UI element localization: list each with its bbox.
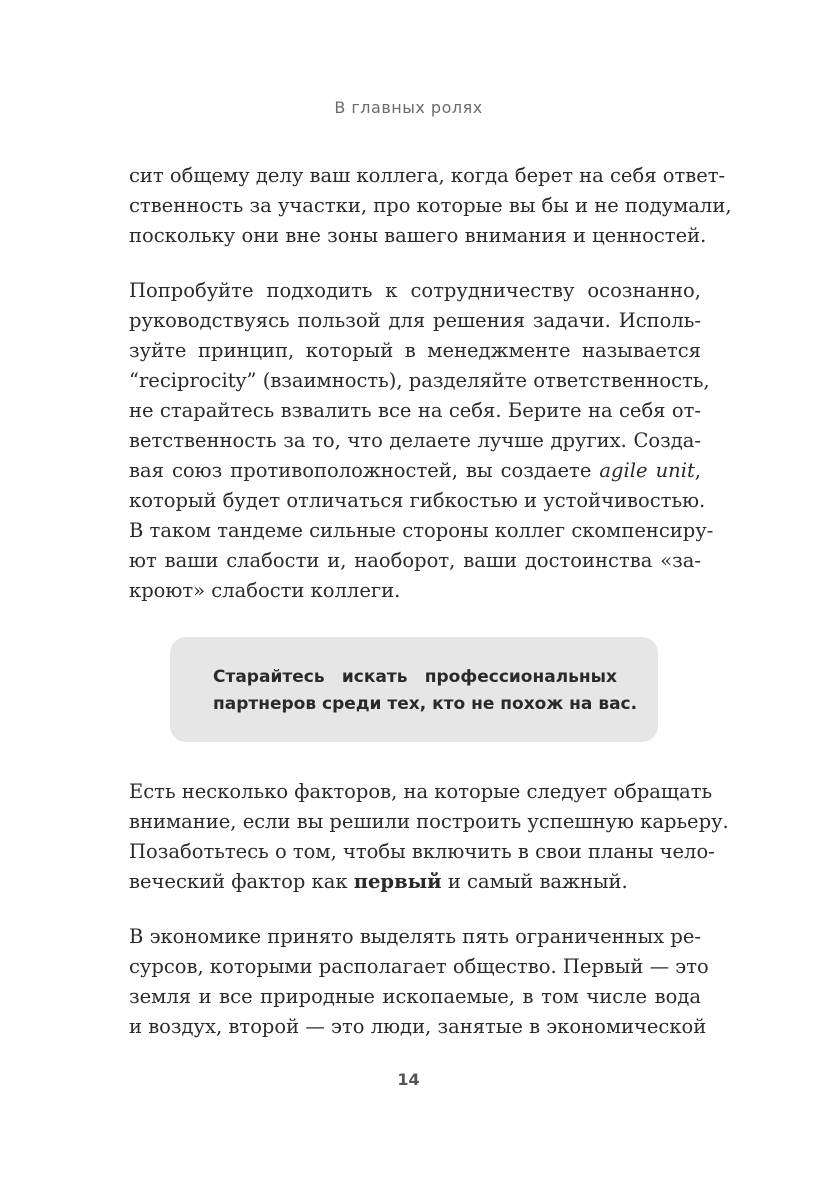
text-line: ственность за участки, про которые вы бы и не подумали, [129,194,732,217]
text-line: поскольку они вне зоны вашего внимания и ценностей. [129,224,707,247]
callout-box [170,637,658,742]
bold-term: первый [353,870,442,893]
text-line: Есть несколько факторов, на которые следует обращать [129,780,713,803]
text-segment: вая союз противоположностей, вы создаете [129,459,600,482]
text-segment: , [694,459,701,482]
text-line: ветственность за то, что делаете лучше других. Созда- [129,429,701,452]
text-line: сурсов, которыми располагает общество. Первый — это [129,955,709,978]
text-line: руководствуясь пользой для решения задачи. Исполь- [129,309,701,332]
text-line: земля и все природные ископаемые, в том числе вода [129,985,701,1008]
text-line: Попробуйте подходить к сотрудничеству осознанно, [129,279,701,302]
text-segment: веческий фактор как [129,870,354,893]
running-head: В главных ролях [334,98,483,117]
text-line [129,870,701,894]
text-line: который будет отличаться гибкостью и устойчивостью. [129,489,706,512]
text-line: “reciprocity” (взаимность), разделяйте ответственность, [129,369,710,392]
text-line: не старайтесь взвалить все на себя. Берите на себя от- [129,399,701,422]
callout-line: Старайтесь искать профессиональных [213,667,617,687]
text-line: кроют» слабости коллеги. [129,579,401,602]
text-line: зуйте принцип, который в менеджменте называется [129,339,701,362]
text-segment: и самый важный. [441,870,628,893]
italic-term: agile unit [599,459,695,482]
callout-line: партнеров среди тех, кто не похож на вас. [213,694,638,714]
text-line [129,459,701,483]
text-line: Позаботьтесь о том, чтобы включить в свои планы чело- [129,840,715,863]
text-line: В экономике принято выделять пять ограниченных ре- [129,925,701,948]
text-line: ют ваши слабости и, наоборот, ваши достоинства «за- [129,549,701,572]
text-line: сит общему делу ваш коллега, когда берет на себя ответ- [129,164,726,187]
text-line: и воздух, второй — это люди, занятые в экономической [129,1015,707,1038]
page-number: 14 [397,1070,420,1089]
text-line: В таком тандеме сильные стороны коллег скомпенсиру- [129,519,714,542]
text-line: внимание, если вы решили построить успешную карьеру. [129,810,729,833]
